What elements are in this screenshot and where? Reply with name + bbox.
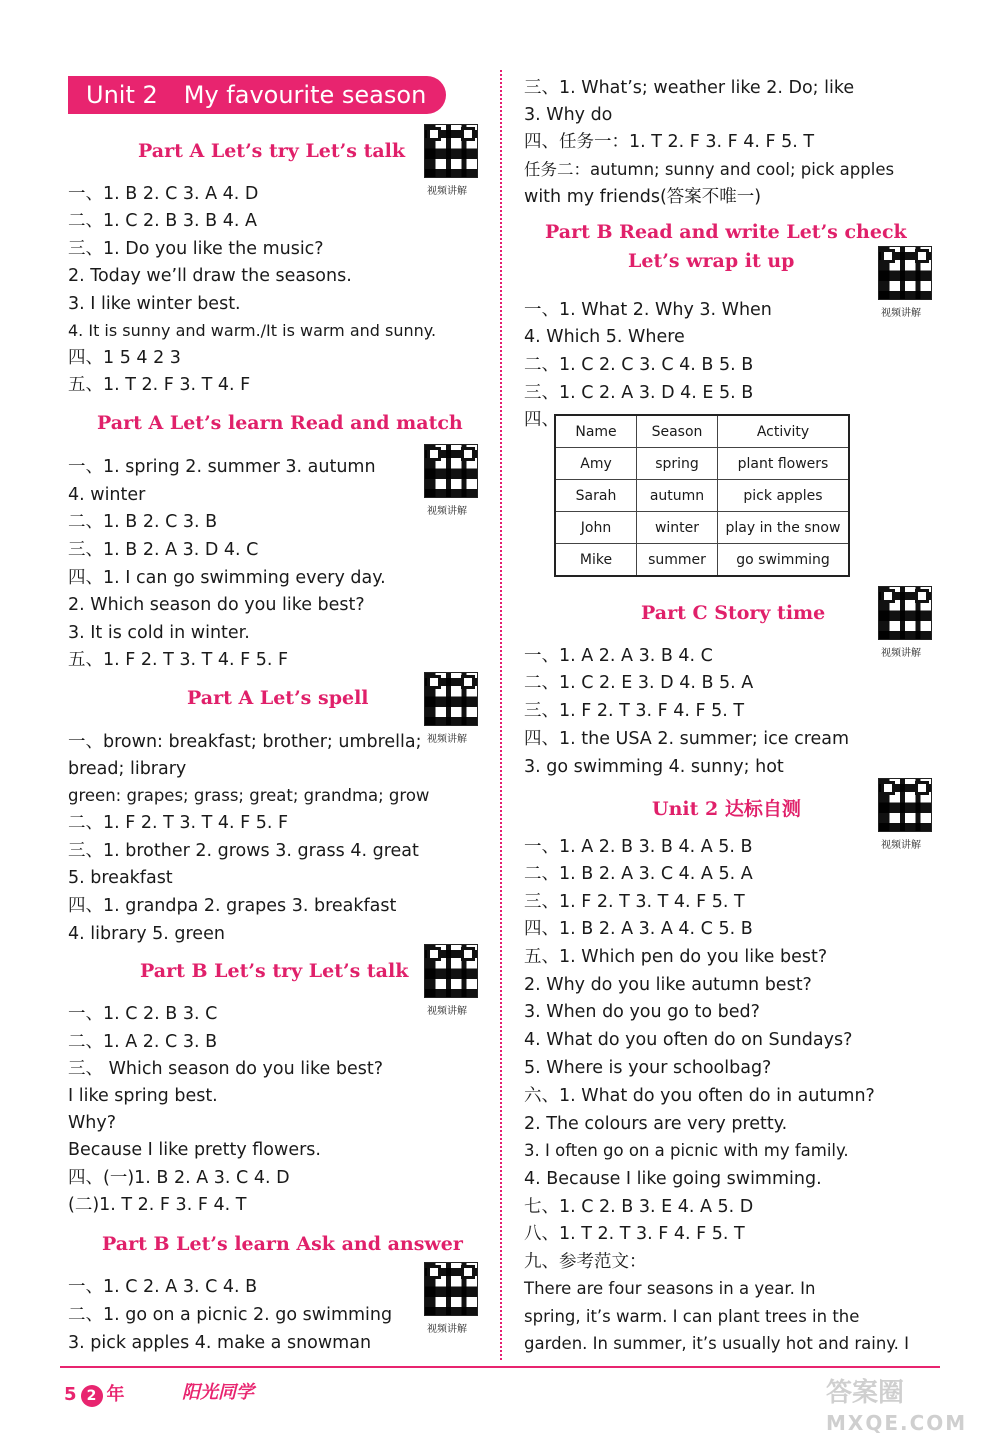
answer-line: 二、1. C 2. C 3. C 4. B 5. B — [524, 355, 754, 375]
qr-caption: 视频讲解 — [427, 1006, 467, 1017]
answer-line: 一、1. C 2. B 3. C — [68, 1004, 218, 1024]
answer-line: 2. The colours are very pretty. — [524, 1114, 788, 1134]
unit-title: My favourite season — [183, 81, 427, 109]
section-title-wrap-up: Let’s wrap it up — [628, 250, 795, 272]
table-cell: pick apples — [718, 480, 850, 512]
answer-line: 4. Which 5. Where — [524, 327, 685, 347]
qr-caption: 视频讲解 — [881, 648, 921, 659]
answer-line: 3. go swimming 4. sunny; hot — [524, 757, 784, 777]
answer-line: 三、1. Do you like the music? — [68, 239, 324, 259]
table-cell: John — [555, 512, 637, 544]
answer-line: 一、1. A 2. A 3. B 4. C — [524, 646, 713, 666]
answer-line: 一、1. spring 2. summer 3. autumn — [68, 457, 376, 477]
answer-line: 3. When do you go to bed? — [524, 1002, 760, 1022]
qr-code-icon[interactable] — [424, 124, 478, 178]
answer-line: 3. I often go on a picnic with my family. — [524, 1141, 849, 1160]
table-header-cell: Season — [637, 415, 718, 448]
answer-line: 五、1. F 2. T 3. T 4. F 5. F — [68, 650, 289, 670]
answer-line: bread; library — [68, 759, 187, 779]
watermark-line2: MXQE.COM — [826, 1411, 968, 1435]
answer-line: 二、1. F 2. T 3. T 4. F 5. F — [68, 813, 289, 833]
table-cell: Amy — [555, 448, 637, 480]
table-row — [555, 544, 849, 577]
section-title-part-b-read-write: Part B Read and write Let’s check — [545, 221, 907, 243]
qr-code-icon[interactable] — [424, 444, 478, 498]
answer-line: 4. It is sunny and warm./It is warm and sunny. — [68, 321, 437, 340]
answer-line: 三、1. C 2. A 3. D 4. E 5. B — [524, 383, 754, 403]
answer-line: 一、1. A 2. B 3. B 4. A 5. B — [524, 837, 753, 857]
footer-rule — [60, 1366, 940, 1368]
answer-line: 4. library 5. green — [68, 924, 225, 944]
answer-line: garden. In summer, it’s usually hot and rainy. I — [524, 1334, 910, 1353]
section-title-part-c: Part C Story time — [641, 602, 826, 624]
qr-caption: 视频讲解 — [881, 840, 921, 851]
qr-caption: 视频讲解 — [427, 506, 467, 517]
answer-line: 四、1. grandpa 2. grapes 3. breakfast — [68, 896, 397, 916]
table-cell: go swimming — [718, 544, 850, 577]
answer-line: green: grapes; grass; great; grandma; grow — [68, 786, 430, 805]
brand-logo: 阳光同学 — [182, 1382, 254, 1403]
answer-line: There are four seasons in a year. In — [524, 1279, 816, 1298]
table-cell: play in the snow — [718, 512, 850, 544]
table-cell: Mike — [555, 544, 637, 577]
answer-table — [554, 414, 850, 577]
table-cell: Sarah — [555, 480, 637, 512]
answer-line: 任务二：autumn; sunny and cool; pick apples — [524, 160, 895, 179]
answer-line: 五、1. Which pen do you like best? — [524, 947, 828, 967]
answer-line: 一、1. C 2. A 3. C 4. B — [68, 1277, 258, 1297]
answer-line: 二、1. C 2. B 3. B 4. A — [68, 211, 257, 231]
table-cell: winter — [637, 512, 718, 544]
grade-number: 5 — [64, 1384, 77, 1405]
answer-line: 三、1. What’s; weather like 2. Do; like — [524, 78, 855, 98]
answer-line: 二、1. C 2. E 3. D 4. B 5. A — [524, 673, 754, 693]
table-header-row — [555, 415, 849, 448]
answer-line: 2. Which season do you like best? — [68, 595, 365, 615]
answer-line: with my friends(答案不唯一) — [524, 187, 762, 207]
answer-line: 4. Because I like going swimming. — [524, 1169, 822, 1189]
qr-code-icon[interactable] — [878, 778, 932, 832]
qr-code-icon[interactable] — [878, 246, 932, 300]
table-cell: autumn — [637, 480, 718, 512]
answer-line: 三、1. brother 2. grows 3. grass 4. great — [68, 841, 419, 861]
qr-caption: 视频讲解 — [427, 186, 467, 197]
answer-line: 五、1. T 2. F 3. T 4. F — [68, 375, 251, 395]
section-title-part-b-learn: Part B Let’s learn Ask and answer — [102, 1233, 463, 1255]
section-title-unit-test: Unit 2 达标自测 — [652, 798, 801, 820]
answer-line: 六、1. What do you often do in autumn? — [524, 1086, 875, 1106]
answer-line: 4. winter — [68, 485, 146, 505]
qr-code-icon[interactable] — [424, 672, 478, 726]
qr-code-icon[interactable] — [424, 1262, 478, 1316]
answer-line: 四、(一)1. B 2. A 3. C 4. D — [68, 1168, 290, 1188]
answer-line: 二、1. A 2. C 3. B — [68, 1032, 218, 1052]
answer-line: 一、1. B 2. C 3. A 4. D — [68, 184, 259, 204]
answer-line: 七、1. C 2. B 3. E 4. A 5. D — [524, 1197, 754, 1217]
answer-line: 3. Why do — [524, 105, 613, 125]
watermark-line1: 答案圈 — [826, 1378, 905, 1408]
table-header-cell: Name — [555, 415, 637, 448]
table-cell: spring — [637, 448, 718, 480]
answer-line: 四、1. B 2. A 3. A 4. C 5. B — [524, 919, 753, 939]
table-cell: plant flowers — [718, 448, 850, 480]
answer-line: 3. pick apples 4. make a snowman — [68, 1333, 372, 1353]
answer-line: 四、任务一：1. T 2. F 3. F 4. F 5. T — [524, 132, 815, 152]
section-title-part-b-try-talk: Part B Let’s try Let’s talk — [140, 960, 409, 982]
answer-line: 三、1. F 2. T 3. F 4. F 5. T — [524, 701, 745, 721]
answer-line: 二、1. B 2. A 3. C 4. A 5. A — [524, 864, 753, 884]
section-title-part-a-try-talk: Part A Let’s try Let’s talk — [138, 140, 406, 162]
table-cell: summer — [637, 544, 718, 577]
table-row — [555, 448, 849, 480]
table-row — [555, 480, 849, 512]
answer-line: 一、1. What 2. Why 3. When — [524, 300, 772, 320]
column-divider — [500, 70, 502, 1360]
answer-line: 四、1. the USA 2. summer; ice cream — [524, 729, 850, 749]
answer-line: 5. Where is your schoolbag? — [524, 1058, 772, 1078]
answer-line: spring, it’s warm. I can plant trees in the — [524, 1307, 860, 1326]
section-title-part-a-spell: Part A Let’s spell — [187, 687, 369, 709]
answer-line: 4. What do you often do on Sundays? — [524, 1030, 853, 1050]
answer-line: 三、1. B 2. A 3. D 4. C — [68, 540, 259, 560]
answer-line: 二、1. go on a picnic 2. go swimming — [68, 1305, 393, 1325]
term-label: 年 — [106, 1384, 125, 1405]
qr-caption: 视频讲解 — [881, 308, 921, 319]
unit-number: Unit 2 — [86, 81, 158, 109]
table-row — [555, 512, 849, 544]
section-title-part-a-learn: Part A Let’s learn Read and match — [97, 412, 463, 434]
qr-code-icon[interactable] — [878, 586, 932, 640]
table-question-label: 四、 — [524, 410, 559, 430]
answer-line: I like spring best. — [68, 1086, 218, 1106]
page-number: 2 — [81, 1385, 103, 1407]
answer-line: 三、1. F 2. T 3. T 4. F 5. T — [524, 892, 745, 912]
qr-code-icon[interactable] — [424, 944, 478, 998]
answer-line: 3. I like winter best. — [68, 294, 241, 314]
answer-line: 九、参考范文： — [524, 1252, 647, 1272]
watermark — [826, 1378, 967, 1438]
qr-caption: 视频讲解 — [427, 734, 467, 745]
answer-line: 2. Today we’ll draw the seasons. — [68, 266, 352, 286]
answer-line: (二)1. T 2. F 3. F 4. T — [68, 1195, 247, 1215]
table-header-cell: Activity — [718, 415, 850, 448]
footer-page-marker — [64, 1380, 125, 1407]
unit-banner — [68, 76, 446, 114]
answer-line: Because I like pretty flowers. — [68, 1140, 321, 1160]
answer-line: 八、1. T 2. T 3. F 4. F 5. T — [524, 1224, 745, 1244]
answer-line: Why? — [68, 1113, 117, 1133]
answer-line: 三、 Which season do you like best? — [68, 1059, 383, 1079]
answer-line: 2. Why do you like autumn best? — [524, 975, 812, 995]
answer-line: 一、brown: breakfast; brother; umbrella; — [68, 732, 422, 752]
answer-line: 四、1 5 4 2 3 — [68, 348, 181, 368]
qr-caption: 视频讲解 — [427, 1324, 467, 1335]
answer-line: 5. breakfast — [68, 868, 173, 888]
answer-line: 四、1. I can go swimming every day. — [68, 568, 386, 588]
answer-line: 3. It is cold in winter. — [68, 623, 250, 643]
answer-line: 二、1. B 2. C 3. B — [68, 512, 218, 532]
